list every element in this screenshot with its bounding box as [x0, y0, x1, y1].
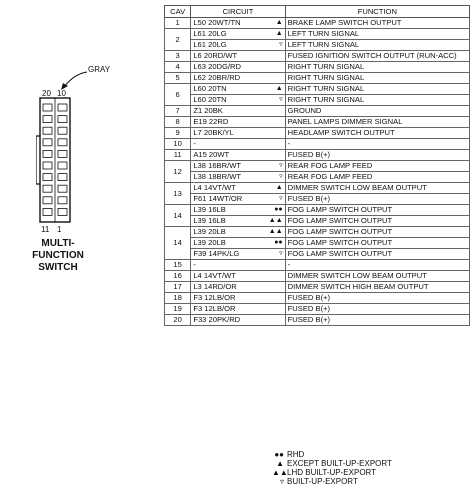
legend-entry: [272, 477, 392, 486]
table-row: [165, 150, 470, 161]
circuit-cell: [191, 315, 285, 326]
legend-symbol-icon: ▿: [279, 477, 284, 486]
pinout-table: [164, 5, 470, 326]
header-function: FUNCTION: [285, 6, 469, 18]
cav-cell: 13: [165, 183, 191, 205]
connector-color-label: GRAY: [88, 65, 111, 74]
circuit-code: L39 20LB: [193, 227, 226, 236]
cav-cell: 6: [165, 84, 191, 106]
function-cell: FUSED IGNITION SWITCH OUTPUT (RUN-ACC): [285, 51, 469, 62]
circuit-cell: [191, 282, 285, 293]
circuit-cell: [191, 51, 285, 62]
variant-marker-icon: ▲▲: [268, 228, 283, 235]
pin-label-10: 10: [57, 89, 66, 98]
function-cell: LEFT TURN SIGNAL: [285, 40, 469, 51]
table-row: [165, 161, 470, 172]
cav-cell: 7: [165, 106, 191, 117]
cav-cell: 2: [165, 29, 191, 51]
variant-marker-icon: ▿: [279, 173, 283, 180]
circuit-code: F3 12LB/OR: [193, 293, 236, 302]
cav-cell: 14: [165, 227, 191, 260]
table-row: [165, 194, 470, 205]
legend-text: RHD: [287, 450, 305, 459]
cav-cell: 4: [165, 62, 191, 73]
table-row: [165, 238, 470, 249]
variant-marker-icon: ▲: [275, 184, 283, 191]
cav-cell: 11: [165, 150, 191, 161]
circuit-cell: [191, 227, 285, 238]
circuit-code: L4 14VT/WT: [193, 271, 236, 280]
circuit-code: E19 22RD: [193, 117, 229, 126]
circuit-cell: [191, 150, 285, 161]
circuit-code: L60 20TN: [193, 95, 227, 104]
cav-cell: 9: [165, 128, 191, 139]
circuit-cell: [191, 172, 285, 183]
circuit-cell: [191, 260, 285, 271]
cav-cell: 18: [165, 293, 191, 304]
legend-text: EXCEPT BUILT-UP-EXPORT: [287, 459, 392, 468]
circuit-code: F3 12LB/OR: [193, 304, 236, 313]
cav-cell: 20: [165, 315, 191, 326]
circuit-cell: [191, 216, 285, 227]
legend-entry: [272, 459, 392, 468]
circuit-cell: [191, 249, 285, 260]
table-row: [165, 106, 470, 117]
function-cell: FOG LAMP SWITCH OUTPUT: [285, 205, 469, 216]
circuit-cell: [191, 84, 285, 95]
table-row: [165, 18, 470, 29]
circuit-code: A15 20WT: [193, 150, 230, 159]
circuit-cell: [191, 128, 285, 139]
pin-label-1: 1: [57, 225, 62, 234]
cav-cell: 16: [165, 271, 191, 282]
function-cell: -: [285, 260, 469, 271]
circuit-code: L62 20BR/RD: [193, 73, 241, 82]
pin-label-20: 20: [42, 89, 51, 98]
cav-cell: 17: [165, 282, 191, 293]
circuit-code: -: [193, 139, 196, 148]
function-cell: RIGHT TURN SIGNAL: [285, 84, 469, 95]
circuit-code: L61 20LG: [193, 40, 227, 49]
legend-text: LHD BUILT-UP-EXPORT: [287, 468, 377, 477]
variant-marker-icon: ▲: [275, 19, 283, 26]
circuit-code: L6 20RD/WT: [193, 51, 238, 60]
table-row: [165, 139, 470, 150]
function-cell: FOG LAMP SWITCH OUTPUT: [285, 227, 469, 238]
circuit-cell: [191, 304, 285, 315]
connector-body: [36, 96, 76, 226]
function-cell: REAR FOG LAMP FEED: [285, 161, 469, 172]
table-row: [165, 128, 470, 139]
function-cell: FOG LAMP SWITCH OUTPUT: [285, 238, 469, 249]
function-cell: LEFT TURN SIGNAL: [285, 29, 469, 40]
circuit-code: L39 20LB: [193, 238, 226, 247]
table-row: [165, 271, 470, 282]
table-row: [165, 216, 470, 227]
circuit-cell: [191, 238, 285, 249]
function-cell: FUSED B(+): [285, 304, 469, 315]
connector-diagram: [0, 0, 160, 300]
circuit-code: L3 14RD/OR: [193, 282, 237, 291]
function-cell: GROUND: [285, 106, 469, 117]
cav-cell: 1: [165, 18, 191, 29]
table-row: [165, 205, 470, 216]
variant-marker-icon: ●●: [274, 206, 283, 213]
function-cell: FUSED B(+): [285, 315, 469, 326]
circuit-cell: [191, 40, 285, 51]
circuit-code: L60 20TN: [193, 84, 227, 93]
circuit-cell: [191, 73, 285, 84]
table-row: [165, 51, 470, 62]
function-cell: RIGHT TURN SIGNAL: [285, 73, 469, 84]
function-cell: DIMMER SWITCH LOW BEAM OUTPUT: [285, 183, 469, 194]
table-row: [165, 117, 470, 128]
function-cell: FOG LAMP SWITCH OUTPUT: [285, 249, 469, 260]
circuit-cell: [191, 194, 285, 205]
circuit-cell: [191, 139, 285, 150]
cav-cell: 3: [165, 51, 191, 62]
legend-entry: [272, 450, 392, 459]
variant-marker-icon: ▿: [279, 96, 283, 103]
table-row: [165, 95, 470, 106]
circuit-code: F39 14PK/LG: [193, 249, 240, 258]
function-cell: RIGHT TURN SIGNAL: [285, 62, 469, 73]
circuit-cell: [191, 18, 285, 29]
variant-marker-icon: ▿: [279, 250, 283, 257]
variant-marker-icon: ▲: [275, 30, 283, 37]
function-cell: DIMMER SWITCH HIGH BEAM OUTPUT: [285, 282, 469, 293]
function-cell: HEADLAMP SWITCH OUTPUT: [285, 128, 469, 139]
cav-cell: 8: [165, 117, 191, 128]
circuit-code: L39 16LB: [193, 205, 226, 214]
table-row: [165, 293, 470, 304]
variant-marker-icon: ▿: [279, 41, 283, 48]
variant-marker-icon: ▲: [275, 85, 283, 92]
function-cell: FUSED B(+): [285, 150, 469, 161]
table-row: [165, 260, 470, 271]
circuit-code: L61 20LG: [193, 29, 227, 38]
function-cell: RIGHT TURN SIGNAL: [285, 95, 469, 106]
circuit-cell: [191, 205, 285, 216]
table-header-row: [165, 6, 470, 18]
table-row: [165, 40, 470, 51]
header-cav: CAV: [165, 6, 191, 18]
circuit-cell: [191, 106, 285, 117]
table-row: [165, 62, 470, 73]
circuit-cell: [191, 161, 285, 172]
table-row: [165, 282, 470, 293]
circuit-cell: [191, 29, 285, 40]
function-cell: FUSED B(+): [285, 194, 469, 205]
circuit-cell: [191, 183, 285, 194]
legend-text: BUILT-UP-EXPORT: [287, 477, 358, 486]
circuit-code: L50 20WT/TN: [193, 18, 241, 27]
circuit-code: -: [193, 260, 196, 269]
circuit-code: L7 20BK/YL: [193, 128, 234, 137]
table-row: [165, 172, 470, 183]
cav-cell: 14: [165, 205, 191, 227]
function-cell: PANEL LAMPS DIMMER SIGNAL: [285, 117, 469, 128]
circuit-code: L39 16LB: [193, 216, 226, 225]
legend-symbol-icon: ▲▲: [272, 468, 288, 477]
function-cell: -: [285, 139, 469, 150]
cav-cell: 19: [165, 304, 191, 315]
table-row: [165, 249, 470, 260]
cav-cell: 5: [165, 73, 191, 84]
table-row: [165, 304, 470, 315]
circuit-code: L63 20DG/RD: [193, 62, 242, 71]
circuit-cell: [191, 293, 285, 304]
pin-label-11: 11: [41, 225, 50, 234]
function-cell: REAR FOG LAMP FEED: [285, 172, 469, 183]
circuit-code: F61 14WT/OR: [193, 194, 243, 203]
table-row: [165, 227, 470, 238]
cav-cell: 15: [165, 260, 191, 271]
table-row: [165, 183, 470, 194]
function-cell: FOG LAMP SWITCH OUTPUT: [285, 216, 469, 227]
cav-cell: 10: [165, 139, 191, 150]
table-row: [165, 315, 470, 326]
circuit-code: L38 18BR/WT: [193, 172, 242, 181]
circuit-code: L4 14VT/WT: [193, 183, 236, 192]
circuit-cell: [191, 271, 285, 282]
circuit-cell: [191, 117, 285, 128]
variant-marker-icon: ▲▲: [268, 217, 283, 224]
table-row: [165, 73, 470, 84]
cav-cell: 12: [165, 161, 191, 183]
table-row: [165, 84, 470, 95]
variant-marker-icon: ●●: [274, 239, 283, 246]
legend-symbol-icon: ●●: [274, 450, 284, 459]
legend: [272, 450, 392, 486]
legend-entry: [272, 468, 392, 477]
function-cell: BRAKE LAMP SWITCH OUTPUT: [285, 18, 469, 29]
circuit-code: Z1 20BK: [193, 106, 223, 115]
variant-marker-icon: ▿: [279, 195, 283, 202]
circuit-cell: [191, 62, 285, 73]
variant-marker-icon: ▿: [279, 162, 283, 169]
function-cell: DIMMER SWITCH LOW BEAM OUTPUT: [285, 271, 469, 282]
connector-title: MULTI- FUNCTION SWITCH: [32, 238, 84, 273]
legend-symbol-icon: ▲: [276, 459, 284, 468]
circuit-cell: [191, 95, 285, 106]
header-circuit: CIRCUIT: [191, 6, 285, 18]
circuit-code: F33 20PK/RD: [193, 315, 241, 324]
table-row: [165, 29, 470, 40]
circuit-code: L38 16BR/WT: [193, 161, 242, 170]
function-cell: FUSED B(+): [285, 293, 469, 304]
